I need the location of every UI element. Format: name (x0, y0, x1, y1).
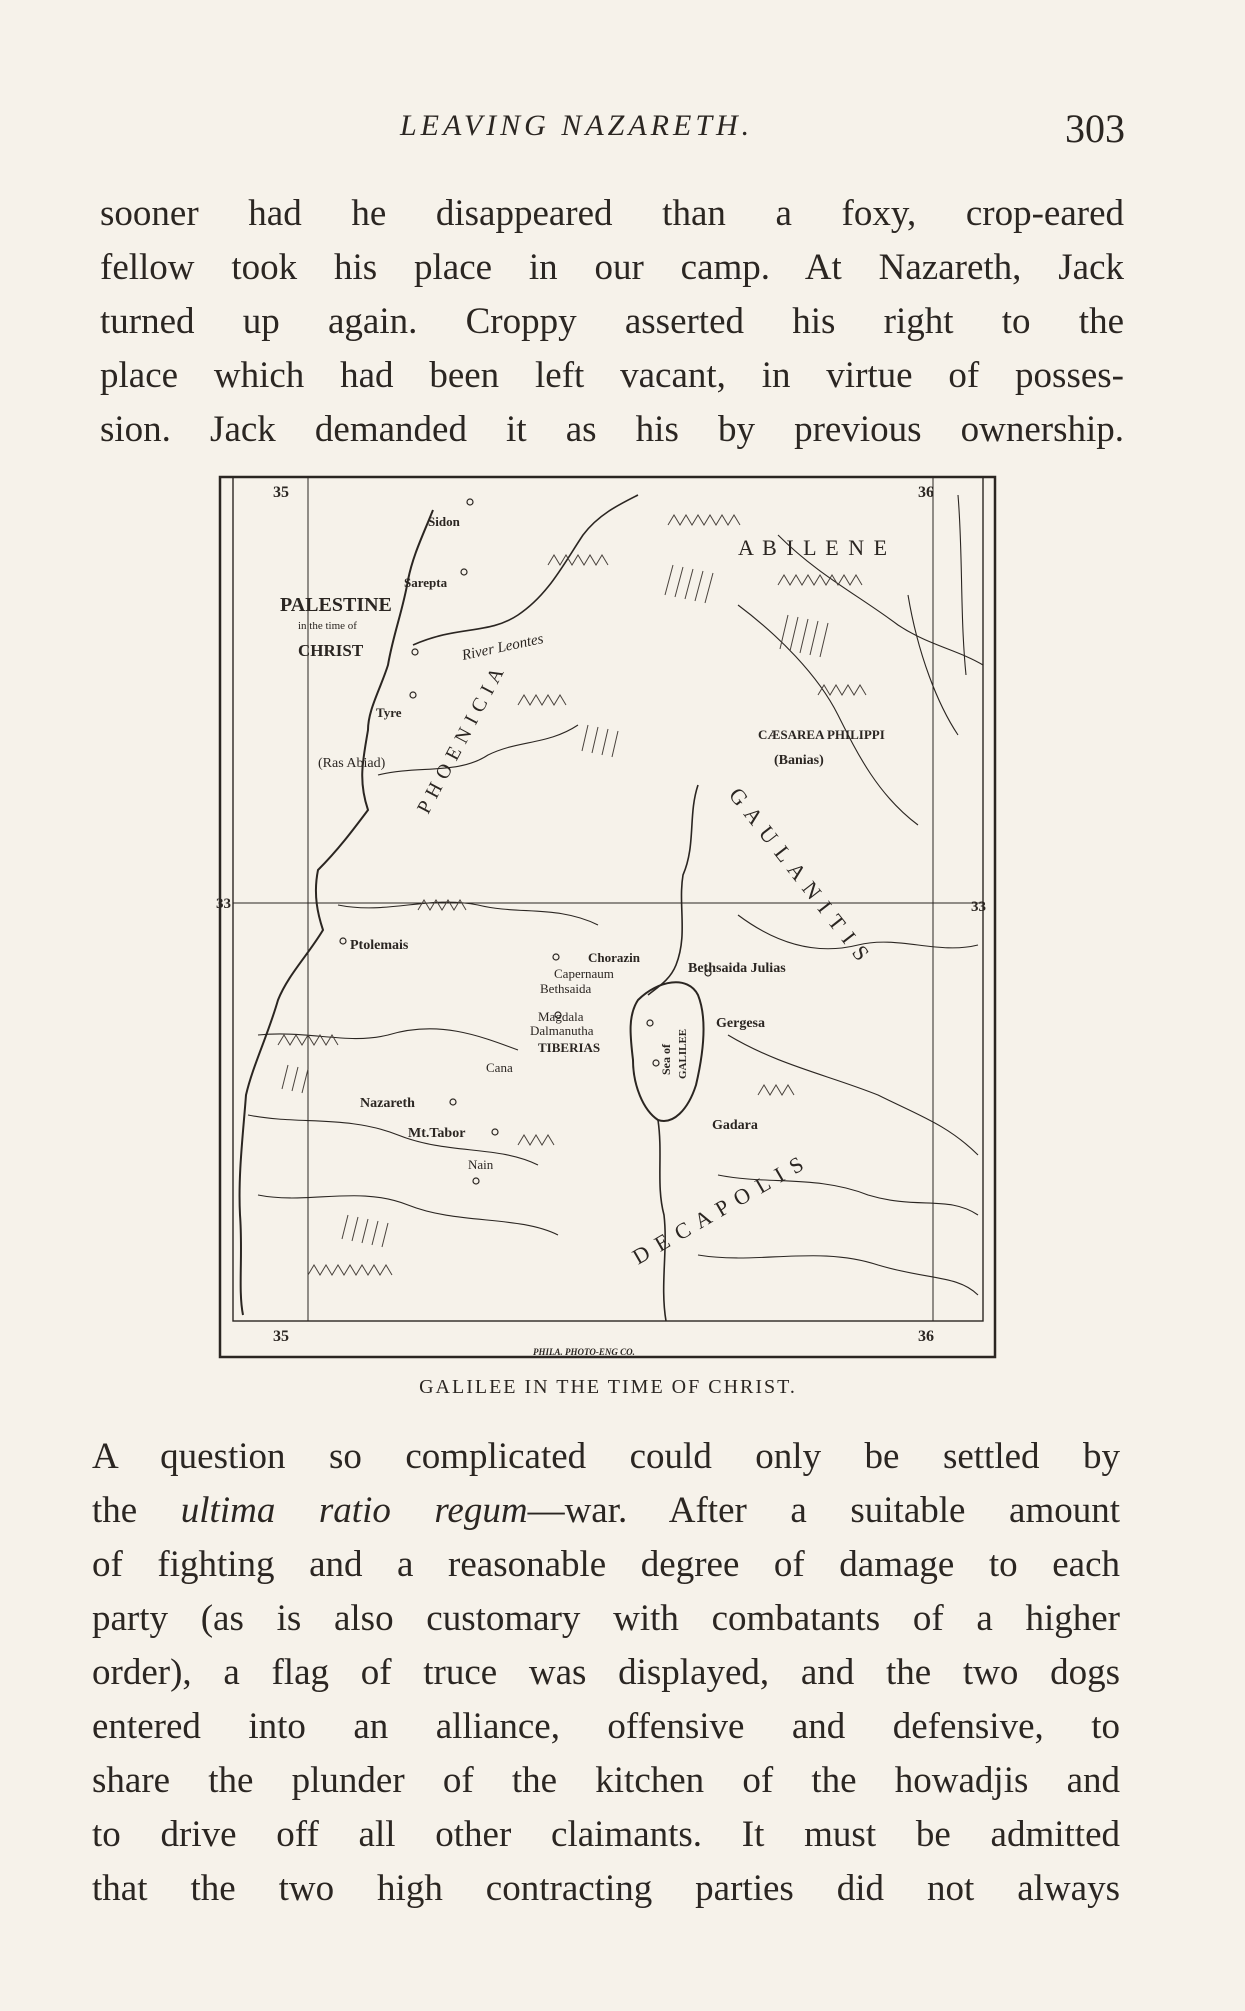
running-head (100, 105, 1125, 155)
text-line: sooner had he disappeared than a foxy, crop-eared (100, 193, 1124, 234)
long-top-right: 36 (918, 484, 934, 501)
mountain-hatching (282, 565, 828, 1247)
label-ras-abiad: (Ras Abiad) (318, 756, 386, 771)
text-line: A question so complicated could only be settled by (92, 1436, 1120, 1477)
text-segment: the (92, 1490, 181, 1531)
label-sea-1: Sea of (659, 1044, 673, 1075)
text-segment: —war. After a suitable amount (527, 1490, 1121, 1531)
label-ptolemais: Ptolemais (350, 938, 409, 953)
region-gaulanitis: G A U L A N I T I S (724, 782, 876, 967)
label-cana: Cana (486, 1060, 513, 1075)
page-number: 303 (1065, 106, 1125, 151)
long-bottom-right: 36 (918, 1328, 934, 1345)
label-gadara: Gadara (712, 1118, 758, 1133)
figure-caption: GALILEE IN THE TIME OF CHRIST. (419, 1376, 797, 1398)
long-bottom-left: 35 (273, 1328, 289, 1345)
lat-left: 33 (216, 896, 231, 912)
text-line: that the two high contracting parties did not always (92, 1868, 1120, 1909)
engraver-credit: PHILA. PHOTO-ENG CO. (533, 1347, 635, 1357)
label-nain: Nain (468, 1157, 494, 1172)
label-bethsaida: Bethsaida (540, 981, 592, 996)
text-line: sion. Jack demanded it as his by previous ownership. (100, 409, 1124, 450)
label-gergesa: Gergesa (716, 1016, 765, 1031)
label-mt-tabor: Mt.Tabor (408, 1126, 466, 1141)
long-top-left: 35 (273, 484, 289, 501)
region-decapolis: D E C A P O L I S (628, 1150, 810, 1270)
region-abilene: A B I L E N E (738, 535, 890, 560)
paragraph-1 (100, 187, 1124, 457)
text-line: fellow took his place in our camp. At Nazareth, Jack (100, 247, 1124, 288)
label-river-leontes: River Leontes (460, 631, 545, 664)
text-line-with-italic (92, 1484, 1120, 1538)
text-line: entered into an alliance, offensive and defensive, to (92, 1706, 1120, 1747)
text-line: order), a flag of truce was displayed, and the two dogs (92, 1652, 1120, 1693)
label-caesarea-philippi: CÆSAREA PHILIPPI (758, 727, 885, 742)
text-line: place which had been left vacant, in virtue of posses- (100, 355, 1124, 396)
label-nazareth: Nazareth (360, 1096, 415, 1111)
map-title-3: CHRIST (298, 641, 364, 660)
text-line: party (as is also customary with combatants of a higher (92, 1598, 1120, 1639)
label-sarepta: Sarepta (404, 575, 448, 590)
label-sea-2: GALILEE (677, 1028, 689, 1079)
galilee-map (218, 475, 998, 1360)
label-tyre: Tyre (376, 705, 402, 720)
label-bethsaida-julias: Bethsaida Julias (688, 961, 786, 976)
label-magdala: Magdala (538, 1009, 584, 1024)
label-dalmanutha: Dalmanutha (530, 1023, 594, 1038)
paragraph-2 (92, 1430, 1120, 1916)
map-title-2: in the time of (298, 620, 357, 632)
text-line: share the plunder of the kitchen of the howadjis and (92, 1760, 1120, 1801)
label-banias: (Banias) (774, 753, 824, 768)
town-markers (340, 499, 711, 1184)
text-line: of fighting and a reasonable degree of damage to each (92, 1544, 1120, 1585)
region-phoenicia: P H O E N I C I A (412, 663, 509, 818)
label-sidon: Sidon (428, 514, 460, 529)
text-line: to drive off all other claimants. It must be admitted (92, 1814, 1120, 1855)
text-line: turned up again. Croppy asserted his right to the (100, 301, 1124, 342)
lat-right: 33 (971, 899, 986, 915)
label-capernaum: Capernaum (554, 966, 614, 981)
label-chorazin: Chorazin (588, 950, 640, 965)
latin-phrase: ultima ratio regum (180, 1490, 528, 1531)
map-title-1: PALESTINE (280, 594, 392, 616)
running-title: LEAVING NAZARETH. (400, 109, 754, 142)
label-tiberias: TIBERIAS (538, 1040, 601, 1055)
